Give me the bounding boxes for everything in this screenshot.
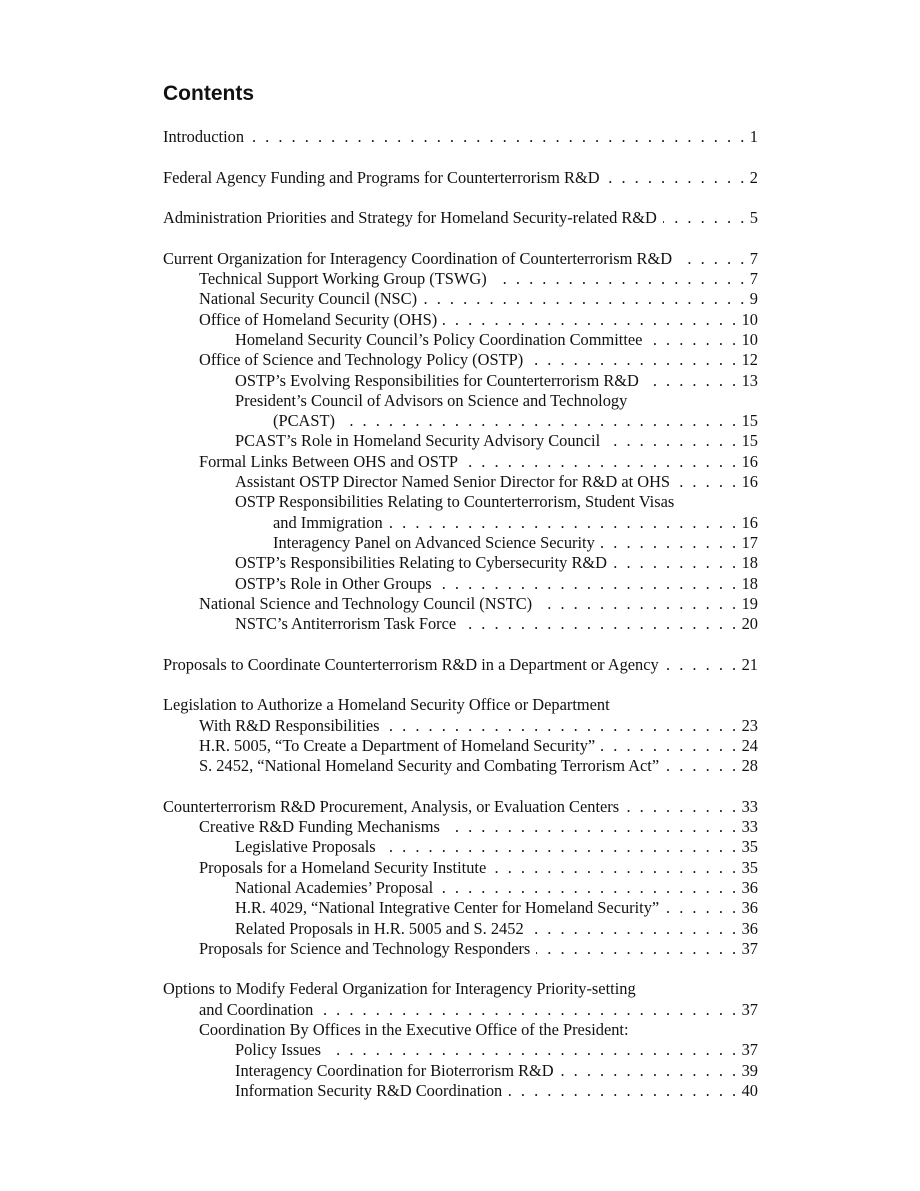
toc-entry-text: Information Security R&D Coordination xyxy=(235,1080,503,1100)
toc-entry-page: 20 xyxy=(741,614,758,634)
toc-entry xyxy=(163,553,758,573)
toc-entry-page: 33 xyxy=(741,796,758,816)
toc-entry-text: Creative R&D Funding Mechanisms xyxy=(199,817,440,837)
toc-entry xyxy=(163,492,758,512)
toc-entry xyxy=(163,1020,758,1040)
toc-entry-page: 13 xyxy=(741,370,758,390)
toc-entry-page: 2 xyxy=(749,167,758,187)
dot-leader xyxy=(464,452,739,472)
toc-entry-text: Office of Science and Technology Policy (OSTP) xyxy=(199,350,524,370)
page-title: Contents xyxy=(163,82,254,105)
toc-entry-page: 5 xyxy=(749,208,758,228)
dot-leader xyxy=(538,594,738,614)
toc-entry xyxy=(163,919,758,939)
toc-entry-page: 18 xyxy=(741,553,758,573)
toc-entry xyxy=(163,391,758,411)
dot-leader xyxy=(613,553,739,573)
toc-entry xyxy=(163,513,758,533)
toc-entry xyxy=(163,1000,758,1020)
toc-entry xyxy=(163,594,758,614)
toc-entry-text: President’s Council of Advisors on Science and Technology xyxy=(235,390,628,410)
dot-leader xyxy=(606,168,747,188)
toc-entry-text: National Security Council (NSC) xyxy=(199,289,418,309)
toc-entry-text: Federal Agency Funding and Programs for Counterterrorism R&D xyxy=(163,167,600,187)
toc-entry-text: Interagency Coordination for Bioterrorism R&D xyxy=(235,1060,554,1080)
toc-entry-text: National Academies’ Proposal xyxy=(235,877,434,897)
toc-entry-text: Technical Support Working Group (TSWG) xyxy=(199,269,487,289)
toc-entry-page: 35 xyxy=(741,837,758,857)
toc-entry xyxy=(163,168,758,188)
toc-entry xyxy=(163,898,758,918)
toc-entry-page: 15 xyxy=(741,431,758,451)
dot-leader xyxy=(529,350,738,370)
toc-entry-page: 12 xyxy=(741,350,758,370)
toc-entry-text: Legislative Proposals xyxy=(235,837,376,857)
toc-entry-page: 19 xyxy=(741,593,758,613)
toc-entry-page: 23 xyxy=(741,715,758,735)
toc-entry-text: Proposals for Science and Technology Responders xyxy=(199,938,531,958)
toc-entry-text: Legislation to Authorize a Homeland Security Office or Department xyxy=(163,695,610,715)
dot-leader xyxy=(327,1040,739,1060)
toc-entry-page: 10 xyxy=(741,309,758,329)
toc-entry xyxy=(163,472,758,492)
toc-entry xyxy=(163,1040,758,1060)
dot-leader xyxy=(665,756,738,776)
toc-entry-page: 9 xyxy=(749,289,758,309)
toc-entry xyxy=(163,289,758,309)
toc-entry-text: Related Proposals in H.R. 5005 and S. 2452 xyxy=(235,918,524,938)
toc-entry xyxy=(163,371,758,391)
toc-entry xyxy=(163,431,758,451)
dot-leader xyxy=(678,249,747,269)
dot-leader xyxy=(492,858,738,878)
toc-entry xyxy=(163,350,758,370)
toc-entry-page: 7 xyxy=(749,269,758,289)
dot-leader xyxy=(386,716,739,736)
toc-entry xyxy=(163,716,758,736)
toc-entry-page: 37 xyxy=(741,938,758,958)
dot-leader xyxy=(663,208,747,228)
toc-entry xyxy=(163,574,758,594)
toc-entry-page: 16 xyxy=(741,451,758,471)
toc-entry xyxy=(163,939,758,959)
toc-entry-text: S. 2452, “National Homeland Security and Combating Terrorism Act” xyxy=(199,756,660,776)
toc-entry-text: H.R. 5005, “To Create a Department of Homeland Security” xyxy=(199,735,596,755)
dot-leader xyxy=(382,837,739,857)
toc-entry-text: Proposals to Coordinate Counterterrorism R&D in a Department or Agency xyxy=(163,654,659,674)
toc-entry xyxy=(163,127,758,147)
toc-entry-page: 15 xyxy=(741,411,758,431)
toc-entry-text: H.R. 4029, “National Integrative Center for Homeland Security” xyxy=(235,898,660,918)
toc-entry-text: OSTP Responsibilities Relating to Counterterrorism, Student Visas xyxy=(235,492,675,512)
dot-leader xyxy=(606,431,738,451)
toc-entry-text: (PCAST) xyxy=(273,411,335,431)
toc-entry-text: Introduction xyxy=(163,127,245,146)
toc-entry-page: 17 xyxy=(741,532,758,552)
toc-entry xyxy=(163,1061,758,1081)
toc-entry xyxy=(163,878,758,898)
toc-entry-text: Administration Priorities and Strategy for Homeland Security-related R&D xyxy=(163,208,657,228)
toc-entry xyxy=(163,614,758,634)
toc-entry-page: 18 xyxy=(741,573,758,593)
toc-entry xyxy=(163,208,758,228)
toc-entry-page: 16 xyxy=(741,472,758,492)
dot-leader xyxy=(319,1000,738,1020)
dot-leader xyxy=(560,1061,739,1081)
toc-entry xyxy=(163,269,758,289)
toc-entry xyxy=(163,249,758,269)
toc-entry xyxy=(163,330,758,350)
toc-entry-page: 36 xyxy=(741,918,758,938)
toc-entry xyxy=(163,533,758,553)
toc-entry-text: Formal Links Between OHS and OSTP xyxy=(199,451,459,471)
toc-entry-text: Assistant OSTP Director Named Senior Director for R&D at OHS xyxy=(235,472,671,492)
dot-leader xyxy=(536,939,738,959)
toc-entry xyxy=(163,858,758,878)
toc-entry-text: NSTC’s Antiterrorism Task Force xyxy=(235,614,457,634)
toc-entry xyxy=(163,817,758,837)
toc-entry-text: Current Organization for Interagency Coordination of Counterterrorism R&D xyxy=(163,248,673,268)
dot-leader xyxy=(423,289,747,309)
toc-entry-text: OSTP’s Evolving Responsibilities for Counterterrorism R&D xyxy=(235,370,639,390)
dot-leader xyxy=(389,513,739,533)
toc-entry-page: 16 xyxy=(741,512,758,532)
toc-entry-text: Coordination By Offices in the Executive Office of the President: xyxy=(199,1020,629,1040)
toc-entry-text: National Science and Technology Council (NSTC) xyxy=(199,593,533,613)
dot-leader xyxy=(601,736,738,756)
toc-entry-page: 24 xyxy=(741,735,758,755)
toc-entry xyxy=(163,837,758,857)
toc-entry xyxy=(163,452,758,472)
toc-entry xyxy=(163,1081,758,1101)
dot-leader xyxy=(601,533,739,553)
toc-entry-text: Options to Modify Federal Organization for Interagency Priority-setting xyxy=(163,979,636,999)
toc-entry xyxy=(163,979,758,999)
table-of-contents xyxy=(163,127,758,1101)
toc-entry-text: Counterterrorism R&D Procurement, Analysis, or Evaluation Centers xyxy=(163,796,620,816)
dot-leader xyxy=(443,310,738,330)
toc-entry-text: Policy Issues xyxy=(235,1040,322,1060)
dot-leader xyxy=(665,898,738,918)
toc-entry-page: 40 xyxy=(741,1080,758,1100)
toc-entry-page: 35 xyxy=(741,857,758,877)
toc-entry-text: Office of Homeland Security (OHS) xyxy=(199,309,438,329)
toc-entry-text: Interagency Panel on Advanced Science Security xyxy=(273,532,595,552)
toc-entry-text: PCAST’s Role in Homeland Security Advisory Council xyxy=(235,431,601,451)
toc-entry-page: 36 xyxy=(741,898,758,918)
toc-entry-page: 1 xyxy=(749,127,758,146)
dot-leader xyxy=(438,574,739,594)
toc-entry xyxy=(163,411,758,431)
toc-entry-text: and Immigration xyxy=(273,512,383,532)
toc-entry-page: 37 xyxy=(741,1040,758,1060)
dot-leader xyxy=(645,371,739,391)
dot-leader xyxy=(625,797,738,817)
toc-entry xyxy=(163,756,758,776)
toc-entry-page: 28 xyxy=(741,756,758,776)
toc-entry xyxy=(163,310,758,330)
dot-leader xyxy=(341,411,739,431)
toc-entry-page: 33 xyxy=(741,817,758,837)
toc-entry-text: OSTP’s Responsibilities Relating to Cybersecurity R&D xyxy=(235,553,607,573)
dot-leader xyxy=(250,127,747,147)
toc-entry-page: 10 xyxy=(741,329,758,349)
dot-leader xyxy=(462,614,738,634)
toc-entry-text: Proposals for a Homeland Security Institute xyxy=(199,857,487,877)
toc-entry-text: OSTP’s Role in Other Groups xyxy=(235,573,432,593)
toc-entry xyxy=(163,655,758,675)
dot-leader xyxy=(648,330,738,350)
toc-entry xyxy=(163,797,758,817)
dot-leader xyxy=(676,472,739,492)
toc-entry-page: 36 xyxy=(741,877,758,897)
toc-entry-page: 37 xyxy=(741,999,758,1019)
toc-entry xyxy=(163,736,758,756)
toc-entry-text: With R&D Responsibilities xyxy=(199,715,380,735)
dot-leader xyxy=(530,919,739,939)
dot-leader xyxy=(508,1081,738,1101)
toc-entry-page: 39 xyxy=(741,1060,758,1080)
dot-leader xyxy=(446,817,739,837)
dot-leader xyxy=(493,269,747,289)
toc-entry-text: and Coordination xyxy=(199,999,314,1019)
toc-entry-page: 21 xyxy=(741,654,758,674)
toc-entry-text: Homeland Security Council’s Policy Coordination Committee xyxy=(235,329,643,349)
dot-leader xyxy=(665,655,739,675)
toc-entry-page: 7 xyxy=(749,248,758,268)
dot-leader xyxy=(439,878,738,898)
toc-entry xyxy=(163,695,758,715)
